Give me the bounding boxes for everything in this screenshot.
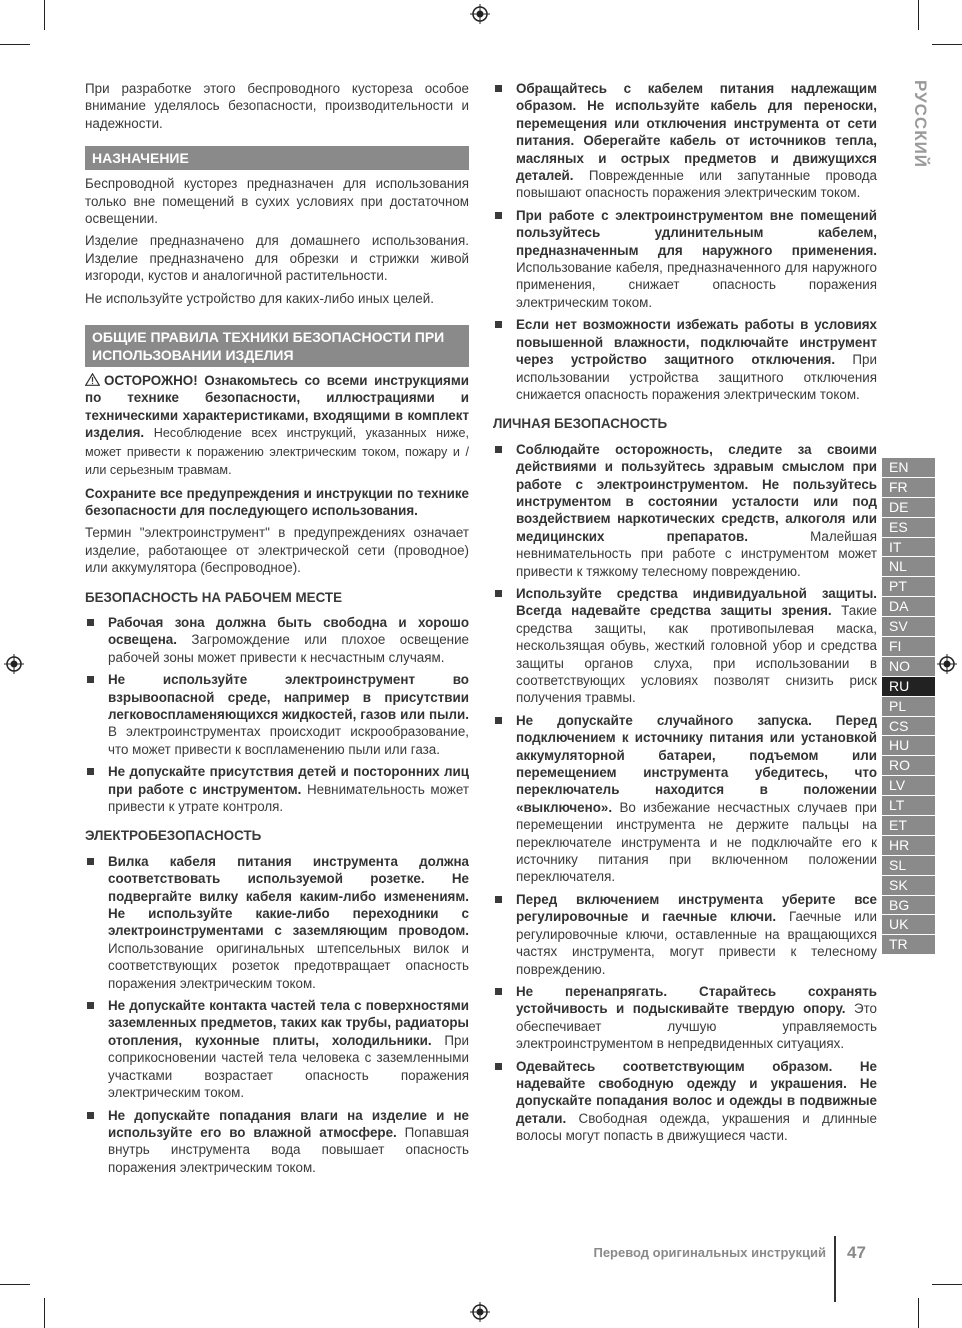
language-tab-no[interactable]: NO	[882, 657, 935, 677]
language-tab-en[interactable]: EN	[882, 458, 935, 478]
list-item	[85, 614, 469, 666]
purpose-text: Не используйте устройство для каких-либо иных целей.	[85, 290, 434, 306]
item-text: Во избежание несчастных случаев при перемещении инструмента не держите пальцы на переключателе инструмента и не подключайте его к источнику питания при включенном положении переключателя.	[516, 799, 877, 885]
footer-text: Перевод оригинальных инструкций	[593, 1245, 826, 1260]
list-item	[493, 1058, 877, 1145]
list-item	[493, 441, 877, 580]
language-tab-sk[interactable]: SK	[882, 876, 935, 896]
purpose-heading: НАЗНАЧЕНИЕ	[85, 146, 469, 170]
item-text: Невнимательность может привести к утрате контроля.	[108, 781, 469, 814]
crop-mark	[918, 0, 919, 30]
language-tab-ro[interactable]: RO	[882, 756, 935, 776]
language-tab-sv[interactable]: SV	[882, 617, 935, 637]
item-bold: Перед включением инструмента уберите все регулировочные и гаечные ключи.	[516, 891, 877, 925]
general-safety-heading: ОБЩИЕ ПРАВИЛА ТЕХНИКИ БЕЗОПАСНОСТИ ПРИ ИСПОЛЬЗОВАНИИ ИЗДЕЛИЯ	[85, 325, 469, 367]
intro-text: При разработке этого беспроводного кустореза особое внимание уделялось безопасности, производительности и надежности.	[85, 81, 469, 131]
side-language-text: РУССКИЙ	[911, 79, 931, 169]
item-text: Малейшая невнимательность при работе с инструментом может привести к тяжкому телесному повреждению.	[516, 528, 878, 579]
electrical-list	[85, 853, 469, 1176]
language-tab-hr[interactable]: HR	[882, 836, 935, 856]
personal-heading: ЛИЧНАЯ БЕЗОПАСНОСТЬ	[493, 416, 668, 432]
list-item	[85, 1107, 469, 1177]
item-bold: Соблюдайте осторожность, следите за своими действиями и пользуйтесь здравым смыслом при работе с электроинструментом. Не пользуйтесь инструментом в состоянии усталости или под воздействием наркотических средств, алкоголя или медицинских препаратов.	[516, 441, 877, 544]
crop-mark	[0, 1284, 30, 1285]
item-bold: Рабочая зона должна быть свободна и хорошо освещена.	[108, 614, 469, 648]
language-tab-da[interactable]: DA	[882, 597, 935, 617]
registration-mark-icon	[4, 654, 24, 674]
language-tab-de[interactable]: DE	[882, 498, 935, 518]
warning-triangle-icon	[85, 373, 100, 386]
side-language-label	[884, 79, 931, 174]
list-item	[493, 207, 877, 311]
item-bold: Не используйте электроинструмент во взрывоопасной среде, например в присутствии легковоспламеняющихся жидкостей, газов или пыли.	[108, 672, 469, 722]
language-tabs	[882, 458, 935, 955]
language-tab-fr[interactable]: FR	[882, 478, 935, 498]
item-bold: Не перенапрягать. Старайтесь сохранять устойчивость и подыскивайте твердую опору.	[516, 983, 877, 1017]
item-bold: При работе с электроинструментом вне помещений пользуйтесь удлинительным кабелем, предназначенным для наружного применения.	[516, 207, 877, 258]
item-bold: Используйте средства индивидуальной защиты. Всегда надевайте средства защиты зрения.	[516, 585, 877, 619]
language-tab-tr[interactable]: TR	[882, 935, 935, 955]
item-text: Такие средства защиты, как противопылевая маска, нескользящая обувь, жесткий головной убор и средства защиты органов слуха, при использовании в соответствующих условиях позволят снизить риск получения травмы.	[516, 603, 877, 706]
item-bold: Не допускайте случайного запуска. Перед подключением к источнику питания или установкой аккумуляторной батареи, подъемом или перемещением инструмента убедитесь, что переключатель находится в положении «выключено».	[516, 712, 877, 815]
crop-mark	[44, 0, 45, 30]
language-tab-cs[interactable]: CS	[882, 717, 935, 737]
item-text: Использование оригинальных штепсельных вилок и соответствующих розеток предотвращает опасность поражения электрическим током.	[108, 940, 469, 991]
language-tab-fi[interactable]: FI	[882, 637, 935, 657]
language-tab-es[interactable]: ES	[882, 518, 935, 538]
item-bold: Не допускайте присутствия детей и посторонних лиц при работе с инструментом.	[108, 764, 469, 797]
crop-mark	[932, 1284, 962, 1285]
item-text: Поврежденные или запутанные провода повышают опасность поражения электрическим током.	[516, 168, 877, 201]
crop-mark	[0, 44, 30, 45]
right-column	[493, 80, 877, 1150]
item-bold: Одевайтесь соответствующим образом. Не надевайте свободную одежду и украшения. Не допускайте попадания волос и одежды в подвижные детали.	[516, 1058, 877, 1126]
crop-mark	[932, 44, 962, 45]
language-tab-lt[interactable]: LT	[882, 796, 935, 816]
item-text: При соприкосновении частей тела человека с заземленными участками возрастает опасность поражения электрическим током.	[108, 1032, 469, 1101]
footer-divider	[834, 1236, 836, 1302]
item-bold: Не допускайте попадания влаги на изделие и не используйте его во влажной атмосфере.	[108, 1107, 469, 1140]
list-item	[493, 891, 877, 978]
language-tab-hu[interactable]: HU	[882, 736, 935, 756]
list-item	[493, 712, 877, 886]
list-item	[85, 763, 469, 815]
language-tab-uk[interactable]: UK	[882, 915, 935, 935]
language-tab-pl[interactable]: PL	[882, 697, 935, 717]
list-item	[85, 671, 469, 758]
item-text: Попавшая внутрь инструмента вода повышает опасность поражения электрическим током.	[108, 1124, 469, 1175]
list-item	[85, 997, 469, 1101]
item-bold: Вилка кабеля питания инструмента должна соответствовать используемой розетке. Не подвергайте вилку кабеля каким-либо изменениям. Не используйте какие-либо переходники с электроинструментами с заземляющим проводом.	[108, 853, 469, 939]
item-text: Загромождение или плохое освещение рабочей зоны может привести к несчастным случаям.	[108, 632, 469, 665]
registration-mark-icon	[470, 4, 490, 24]
page-number: 47	[847, 1243, 866, 1262]
item-text: При использовании устройства защитного отключения снижается опасность поражения электрическим током.	[516, 352, 877, 402]
crop-mark	[918, 1298, 919, 1328]
warning-paragraph	[85, 372, 469, 479]
left-column	[85, 80, 469, 1181]
purpose-text: Изделие предназначено для домашнего использования. Изделие предназначено для обрезки и стрижки живой изгороди, кустов и аналогичной растительности.	[85, 233, 469, 284]
workplace-heading: БЕЗОПАСНОСТЬ НА РАБОЧЕМ МЕСТЕ	[85, 589, 343, 605]
workplace-list	[85, 614, 469, 815]
item-text: Это обеспечивает лучшую управляемость электроинструментом в непредвиденных ситуациях.	[516, 1001, 878, 1052]
electrical-heading: ЭЛЕКТРОБЕЗОПАСНОСТЬ	[85, 828, 262, 844]
language-tab-et[interactable]: ET	[882, 816, 935, 836]
item-bold: Если нет возможности избежать работы в условиях повышенной влажности, подключайте инструмент через устройство защитного отключения.	[516, 317, 877, 368]
language-tab-bg[interactable]: BG	[882, 896, 935, 916]
language-tab-it[interactable]: IT	[882, 538, 935, 558]
registration-mark-icon	[470, 1302, 490, 1322]
warning-text: Несоблюдение всех инструкций, указанных ниже, может привести к поражению электрическим током, пожару и / или серьезным травмам.	[85, 426, 469, 478]
language-tab-nl[interactable]: NL	[882, 557, 935, 577]
crop-mark	[44, 1298, 45, 1328]
item-text: Свободная одежда, украшения и длинные волосы могут попасть в движущиеся части.	[516, 1110, 877, 1144]
personal-list	[493, 441, 877, 1145]
list-item	[85, 853, 469, 992]
language-tab-ru[interactable]: RU	[882, 677, 935, 697]
term-definition: Термин "электроинструмент" в предупреждениях означает изделие, работающее от электрической сети (проводное) или аккумулятора (беспроводное).	[85, 525, 469, 576]
item-text: Гаечные или регулировочные ключи, оставленные на вращающихся частях инструмента, могут привести к телесному повреждению.	[516, 909, 877, 977]
warning-bold: ОСТОРОЖНО! Ознакомьтесь со всеми инструкциями по технике безопасности, иллюстрациями и техническими характеристиками, входящими в комплект изделия.	[85, 373, 469, 441]
list-item	[493, 316, 877, 403]
item-text: В электроинструментах происходит искрообразование, что может привести к воспламенению пыли или газа.	[108, 724, 469, 757]
language-tab-sl[interactable]: SL	[882, 856, 935, 876]
item-bold: Обращайтесь с кабелем питания надлежащим образом. Не используйте кабель для переноски, перемещения или отключения инструмента от сети питания. Оберегайте кабель от источников тепла, масляных и острых предметов и движущихся деталей.	[516, 81, 877, 184]
item-bold: Не допускайте контакта частей тела с поверхностями заземленных предметов, таких как трубы, радиаторы отопления, кухонные плиты, холодильники.	[108, 998, 469, 1048]
electrical-list-continued	[493, 80, 877, 403]
list-item	[493, 585, 877, 707]
language-tab-lv[interactable]: LV	[882, 776, 935, 796]
purpose-text: Беспроводной кусторез предназначен для использования только вне помещений в сухих условиях при достаточном освещении.	[85, 176, 469, 227]
list-item	[493, 983, 877, 1053]
keep-bold: Сохраните все предупреждения и инструкции по технике безопасности для последующего использования.	[85, 485, 469, 518]
registration-mark-icon	[937, 654, 957, 674]
list-item	[493, 80, 877, 202]
language-tab-pt[interactable]: PT	[882, 577, 935, 597]
item-text: Использование кабеля, предназначенного для наружного применения, снижает опасность поражения электрическим током.	[516, 260, 877, 310]
keep-instructions	[85, 485, 469, 520]
